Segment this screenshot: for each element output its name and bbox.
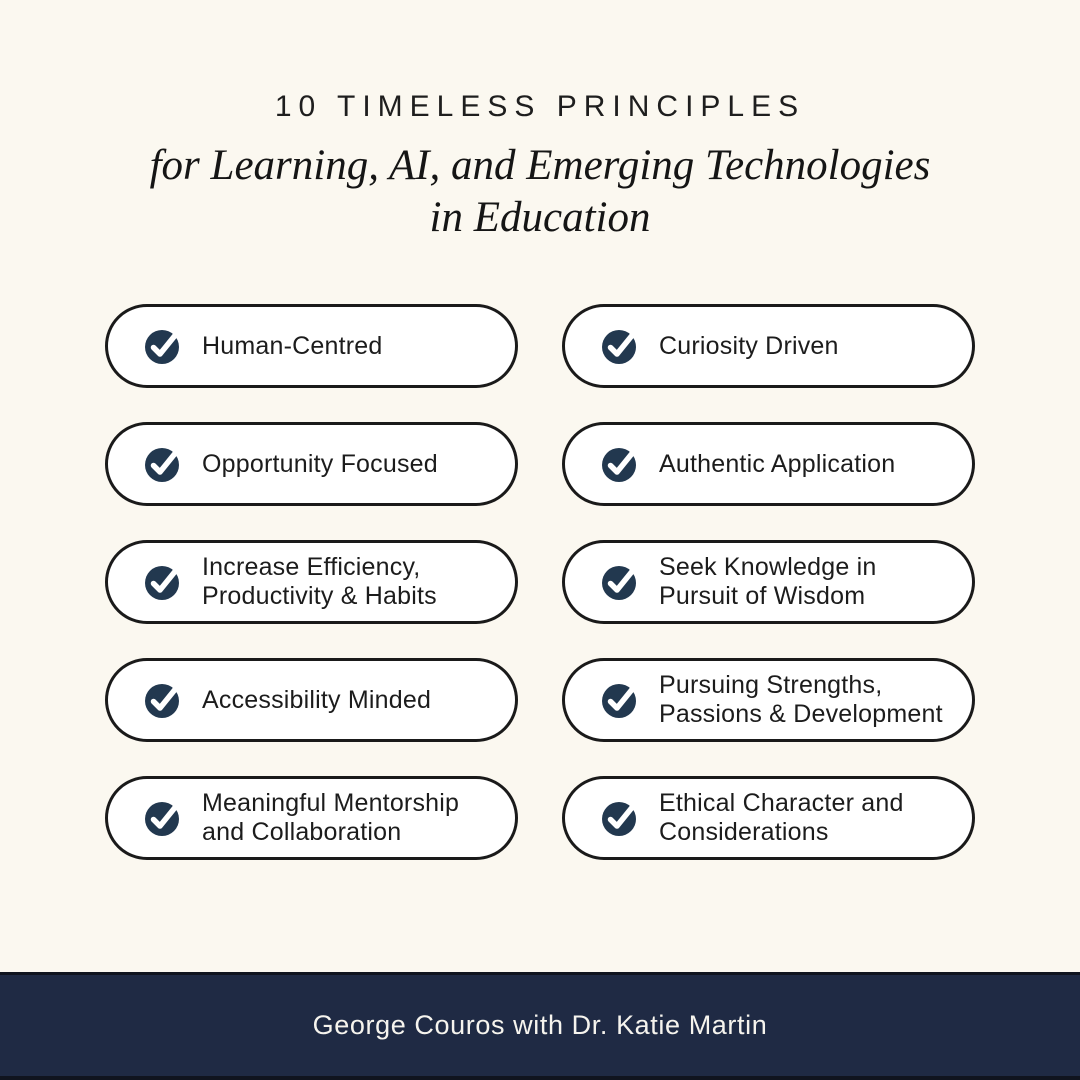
principle-label: Human-Centred xyxy=(202,331,383,360)
principle-label: Pursuing Strengths, Passions & Development xyxy=(659,671,943,728)
check-circle-icon xyxy=(142,680,182,720)
check-circle-icon xyxy=(599,680,639,720)
author-credit: George Couros with Dr. Katie Martin xyxy=(312,1010,768,1040)
subtitle-line-1: for Learning, AI, and Emerging Technologies xyxy=(149,142,931,189)
principle-label: Increase Efficiency, Productivity & Habits xyxy=(202,553,437,610)
check-circle-icon xyxy=(142,798,182,838)
principle-pill xyxy=(562,304,975,388)
check-circle-icon xyxy=(599,326,639,366)
principle-pill xyxy=(562,540,975,624)
check-circle-icon xyxy=(599,444,639,484)
principle-label: Seek Knowledge in Pursuit of Wisdom xyxy=(659,553,877,610)
principle-label: Meaningful Mentorship and Collaboration xyxy=(202,789,460,846)
subtitle-line-2: in Education xyxy=(429,194,651,242)
principle-pill xyxy=(105,304,518,388)
check-circle-icon xyxy=(599,562,639,602)
page-title: 10 TIMELESS PRINCIPLES xyxy=(274,90,806,123)
principle-label: Accessibility Minded xyxy=(202,685,432,714)
principle-pill xyxy=(105,776,518,860)
header xyxy=(0,0,1080,245)
principles-grid xyxy=(105,304,975,860)
check-circle-icon xyxy=(599,798,639,838)
principle-pill xyxy=(105,422,518,506)
principle-pill xyxy=(105,658,518,742)
principle-pill xyxy=(105,540,518,624)
principle-pill xyxy=(562,422,975,506)
check-circle-icon xyxy=(142,562,182,602)
principle-pill xyxy=(562,776,975,860)
footer-bar xyxy=(0,972,1080,1080)
check-circle-icon xyxy=(142,326,182,366)
principle-label: Curiosity Driven xyxy=(659,331,839,360)
principle-label: Opportunity Focused xyxy=(202,449,438,478)
principle-label: Ethical Character and Considerations xyxy=(659,789,904,846)
principle-pill xyxy=(562,658,975,742)
page-subtitle xyxy=(0,140,1080,245)
principle-label: Authentic Application xyxy=(659,449,896,478)
check-circle-icon xyxy=(142,444,182,484)
